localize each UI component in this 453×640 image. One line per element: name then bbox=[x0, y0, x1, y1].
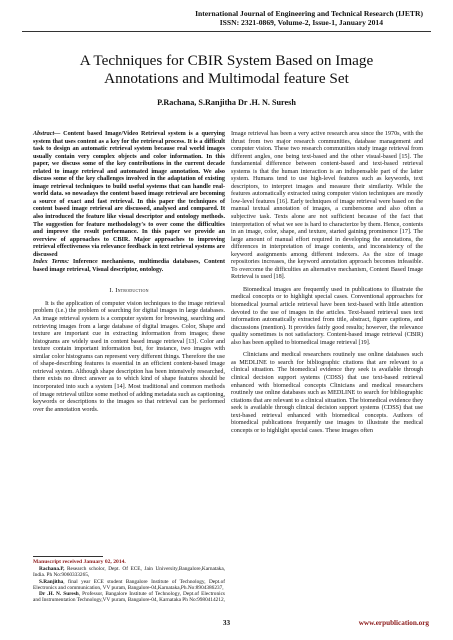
intro-paragraph: It is the application of computer vision techniques to the image retrieval problem (i.e.) the problem of searching for digital images in large databases. An image retrieval system is a computer system for browsing, searching and retrieving images from a large database of digital images. Color, Shape and texture are important cue in extracting information from images; these histograms are widely used in content based image retrieval [13]. Color and texture contain important information but, for instance, two images with similar color histograms can represent very different things. Therefore the use of shape-describing features is essential in an efficient content-based image retrieval system. Although shape description has been intensively researched, there exists no direct answer as to which kind of shape features should be incorporated into such a system [14]. Most traditional and common methods of image retrieval utilize some method of adding metadata such as captioning, keywords or descriptions to the images so that retrieval can be performed over the annotation words. bbox=[33, 300, 226, 413]
header-rule bbox=[22, 31, 431, 32]
section-title: Introduction bbox=[115, 287, 149, 295]
publisher-url[interactable]: www.erpublication.org bbox=[358, 619, 429, 627]
page-number: 33 bbox=[222, 619, 231, 627]
footnote-author: Dr .H. N. Suresh bbox=[39, 591, 79, 598]
title-line-2: Annotations and Multimodal feature Set bbox=[104, 70, 349, 87]
footnote-text: , Professor, Bangalore Institute of Technology, Dept.of Electronics and Instrumentation Technology,VV puram, Bangalore-04, Karnataka Ph No:9980414212, bbox=[33, 591, 225, 604]
journal-header bbox=[0, 9, 453, 27]
title-line-1: A Techniques for CBIR System Based on Image bbox=[79, 52, 374, 69]
right-column bbox=[231, 131, 423, 435]
author-list: P.Rachana, S.Ranjitha Dr .H. N. Suresh bbox=[157, 98, 296, 107]
abstract-label: Abstract bbox=[33, 131, 55, 137]
footnote bbox=[33, 566, 225, 578]
body-paragraph: Image retrieval has been a very active research area since the 1970s, with the thrust from two major research communities, database management and computer vision. These two research communities study image retrieval from different angles, one being text-based and the other visual-based [15]. The fundamental difference between content-based and text-based retrieval systems is that the human interaction is an indispensable part of the latter system. Humans tend to use high-level features such as keywords, text descriptors, to interpret images and measure their similarity. While the features automatically extracted using computer vision techniques are mostly low-level features [16]. Early techniques of image retrieval were based on the manual textual annotation of images, a cumbersome and also often a subjective task. Texts alone are not sufficient because of the fact that interpretation of what we see is hard to characterize by them. Hence, contents in an image, color, shape, and texture, started gaining prominence [17]. The large amount of manual effort required in developing the annotations, the differences in interpretation of image contents, and inconsistency of the keyword assignments among different indexers. As the size of image repositories increases, the keyword annotation approach becomes infeasible. To overcome the difficulties an alternative mechanism, Content Based Image Retrieval is used [18]. bbox=[231, 131, 423, 281]
journal-name: International Journal of Engineering and Technical Research (IJETR) bbox=[195, 9, 423, 18]
section-heading-introduction bbox=[33, 287, 225, 295]
body-paragraph: Clinicians and medical researchers routinely use online databases such as MEDLINE to search for bibliographic citations that are relevant to a clinical situation. The biomedical evidence they seek is available through clinical decision support systems (CDSS) that use text-based retrieval enhanced with biomedical concepts Clinicians and medical researchers routinely use online databases such as MEDLINE to search for bibliographic citations that are relevant to a clinical situation. The biomedical evidence they seek is available through clinical decision support systems (CDSS) that use text-based retrieval enhanced with biomedical concepts. Authors of biomedical publications frequently use images to illustrate the medical concepts or to highlight special cases. These images often bbox=[231, 352, 423, 434]
journal-issn: ISSN: 2321-0869, Volume-2, Issue-1, January 2014 bbox=[219, 18, 383, 27]
footnote-text: , final year ECE student Bangalore Institute of Technology, Dept.of Electronics and communication, VV puram, Bangalore-04,Karnataka,Ph.No:8904386237, bbox=[33, 578, 225, 591]
section-number: I. bbox=[109, 287, 116, 295]
left-column bbox=[33, 131, 225, 414]
footnotes bbox=[33, 556, 225, 603]
manuscript-received: Manuscript received January 02, 2014. bbox=[33, 559, 126, 565]
index-terms-text: Inference mechanisms, multimedia databases, Content based image retrieval, Visual descriptor, ontology. bbox=[33, 259, 226, 273]
paper-title bbox=[0, 52, 453, 88]
footnote-rule bbox=[33, 556, 103, 557]
abstract-dash: — bbox=[54, 131, 64, 137]
footnote-author: Rachana.P, bbox=[39, 566, 65, 573]
abstract-text: Content based Image/Video Retrieval system is a querying system that uses content as a key for the retrieval process. It is a difficult task to design an automatic retrieval system because real world images usually contain very complex objects and color information. In this paper, we discuss some of the key contributions in the current decade related to image retrieval and automated image annotation. We also discuss some of the key challenges involved in the adaptation of existing image retrieval techniques to build useful systems that can handle real-world data. so nowadays the content based image retrieval are becoming a source of exact and fast retrieval. In this paper the techniques of content based image retrieval are discussed, analysed and compared. It also introduced the feature like visual descriptor and ontology methods. The suggestion for feature methodology's to over come the difficulties and improve the result performance. In this paper we provide an overview of approaches to CBIR. Major approaches to improving retrieval effectiveness via relevance feedback in text retrieval systems are discussed bbox=[33, 131, 225, 258]
footnote bbox=[33, 591, 225, 603]
index-terms-label: Index Terms: bbox=[33, 259, 70, 266]
footnote bbox=[33, 579, 225, 591]
abstract bbox=[33, 131, 225, 259]
footnote-author: S.Ranjitha bbox=[39, 578, 64, 585]
index-terms bbox=[33, 259, 225, 274]
body-paragraph: Biomedical images are frequently used in publications to illustrate the medical concepts or to highlight special cases. Conventional approaches for biomedical journal article retrieval have been text-based with little attention devoted to the use of images in the articles. Text-based retrieval uses text information automatically extracted from title, abstract, figure captions, and discussions (mention). It provides fairly good results; however, the relevance quality sometimes is not satisfactory. Content-based image retrieval (CBIR) also has been applied to biomedical image retrieval [19]. bbox=[231, 286, 423, 346]
footnote-text: Research scholor, Dept. Of ECE, Jain University,Bangalore,Karnataka, India. Ph No:9060333265, bbox=[33, 566, 225, 579]
